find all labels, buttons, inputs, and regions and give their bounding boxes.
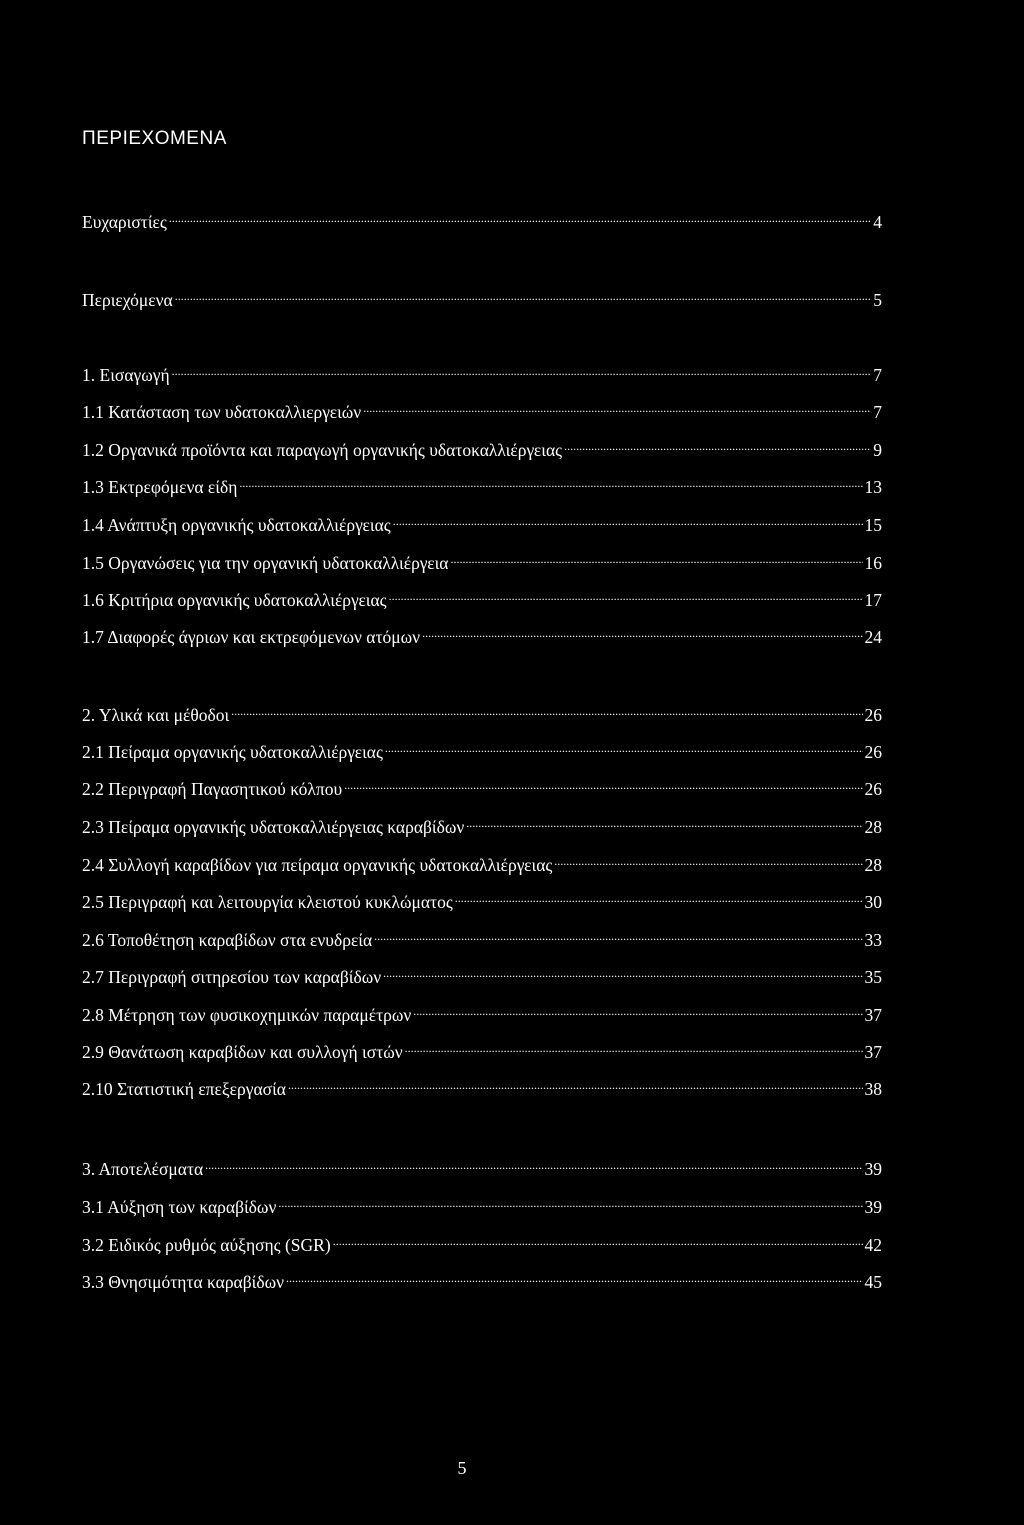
dot-leader [172, 357, 872, 381]
toc-entry-title: 2.1 Πείραμα οργανικής υδατοκαλλιέργειας [82, 742, 383, 762]
toc-entry-title: 2.9 Θανάτωση καραβίδων και συλλογή ιστών [82, 1042, 403, 1062]
toc-entry [82, 282, 882, 310]
toc-entry-page: 13 [864, 477, 882, 497]
toc-entry [82, 432, 882, 460]
toc-entry [82, 619, 882, 647]
toc-entry-page: 26 [864, 779, 882, 799]
toc-entry-title: 2.3 Πείραμα οργανικής υδατοκαλλιέργειας καραβίδων [82, 817, 465, 837]
dot-leader [239, 469, 862, 493]
toc-entry-page: 9 [873, 440, 882, 460]
toc-entry-title: 2.4 Συλλογή καραβίδων για πείραμα οργανικής υδατοκαλλιέργειας [82, 855, 553, 875]
dot-leader [363, 394, 871, 418]
toc-entry [82, 1264, 882, 1292]
toc-entry-title: 2. Υλικά και μέθοδοι [82, 705, 230, 725]
dot-leader [278, 1189, 862, 1213]
toc-entry-page: 16 [864, 553, 882, 573]
toc-entry-title: 3.3 Θνησιμότητα καραβίδων [82, 1272, 285, 1292]
toc-entry-page: 24 [864, 627, 882, 647]
toc-entry [82, 394, 882, 422]
toc-entry [82, 809, 882, 837]
dot-leader [288, 1071, 863, 1095]
toc-entry [82, 357, 882, 385]
toc-entry-title: 2.6 Τοποθέτηση καραβίδων στα ενυδρεία [82, 930, 373, 950]
toc-entry-title: 3.1 Αύξηση των καραβίδων [82, 1197, 277, 1217]
toc-entry [82, 545, 882, 573]
toc-entry-page: 7 [873, 365, 882, 385]
toc-entry-page: 37 [864, 1005, 882, 1025]
dot-leader [175, 282, 872, 306]
toc-entry-page: 17 [864, 590, 882, 610]
page-number: 5 [457, 1458, 467, 1478]
toc-entry-page: 42 [864, 1235, 882, 1255]
toc-entry [82, 697, 882, 725]
page-title: ΠΕΡΙΕΧΟΜΕΝΑ [82, 128, 227, 149]
toc-entry-title: 1.6 Κριτήρια οργανικής υδατοκαλλιέργειας [82, 590, 387, 610]
dot-leader [286, 1264, 862, 1288]
toc-entry [82, 1034, 882, 1062]
toc-entry-page: 26 [864, 742, 882, 762]
dot-leader [374, 922, 862, 946]
toc-entry-title: 2.7 Περιγραφή σιτηρεσίου των καραβίδων [82, 967, 382, 987]
dot-leader [422, 619, 862, 643]
toc-entry-title: 2.5 Περιγραφή και λειτουργία κλειστού κυκλώματος [82, 892, 453, 912]
toc-entry-page: 5 [873, 290, 882, 310]
dot-leader [383, 959, 862, 983]
toc-entry-page: 38 [864, 1079, 882, 1099]
toc-entry [82, 734, 882, 762]
dot-leader [455, 884, 863, 908]
toc-entry-page: 28 [864, 817, 882, 837]
dot-leader [393, 507, 863, 531]
toc-entry-title: 1.7 Διαφορές άγριων και εκτρεφόμενων ατόμων [82, 627, 421, 647]
toc-entry-page: 45 [864, 1272, 882, 1292]
toc-entry-page: 28 [864, 855, 882, 875]
dot-leader [169, 204, 871, 228]
dot-leader [413, 997, 862, 1021]
dot-leader [564, 432, 871, 456]
toc-entry-title: 1.5 Οργανώσεις για την οργανική υδατοκαλλιέργεια [82, 553, 449, 573]
dot-leader [205, 1151, 862, 1175]
toc-entry-page: 39 [864, 1197, 882, 1217]
toc-entry-page: 26 [864, 705, 882, 725]
toc-entry [82, 959, 882, 987]
toc-entry [82, 847, 882, 875]
toc-entry [82, 922, 882, 950]
toc-entry-title: 3. Αποτελέσματα [82, 1159, 204, 1179]
toc-entry-page: 35 [864, 967, 882, 987]
dot-leader [554, 847, 862, 871]
toc-entry-title: 1. Εισαγωγή [82, 365, 170, 385]
toc-entry-title: 1.1 Κατάσταση των υδατοκαλλιεργειών [82, 402, 362, 422]
toc-entry-page: 39 [864, 1159, 882, 1179]
dot-leader [450, 545, 862, 569]
toc-entry-title: Περιεχόμενα [82, 290, 173, 310]
toc-entry [82, 1151, 882, 1179]
toc-entry [82, 1227, 882, 1255]
toc-entry [82, 997, 882, 1025]
toc-entry-page: 7 [873, 402, 882, 422]
toc-entry [82, 1189, 882, 1217]
toc-entry-title: 1.3 Εκτρεφόμενα είδη [82, 477, 238, 497]
toc-entry [82, 469, 882, 497]
toc-entry-page: 33 [864, 930, 882, 950]
toc-entry [82, 204, 882, 232]
dot-leader [405, 1034, 863, 1058]
toc-entry [82, 1071, 882, 1099]
toc-entry-title: 1.2 Οργανικά προϊόντα και παραγωγή οργανικής υδατοκαλλιέργειας [82, 440, 563, 460]
toc-entry [82, 771, 882, 799]
toc-entry [82, 582, 882, 610]
toc-entry-title: 2.2 Περιγραφή Παγασητικού κόλπου [82, 779, 343, 799]
toc-entry-title: 2.8 Μέτρηση των φυσικοχημικών παραμέτρων [82, 1005, 412, 1025]
toc-entry [82, 884, 882, 912]
toc-entry-page: 4 [873, 212, 882, 232]
toc-entry-page: 30 [864, 892, 882, 912]
dot-leader [385, 734, 863, 758]
dot-leader [389, 582, 863, 606]
toc-entry [82, 507, 882, 535]
toc-entry-title: 2.10 Στατιστική επεξεργασία [82, 1079, 286, 1099]
dot-leader [333, 1227, 863, 1251]
dot-leader [344, 771, 862, 795]
toc-entry-page: 37 [864, 1042, 882, 1062]
dot-leader [466, 809, 862, 833]
dot-leader [231, 697, 862, 721]
toc-entry-title: 1.4 Ανάπτυξη οργανικής υδατοκαλλιέργειας [82, 515, 391, 535]
toc-entry-title: Ευχαριστίες [82, 212, 167, 232]
toc-entry-page: 15 [864, 515, 882, 535]
toc-entry-title: 3.2 Ειδικός ρυθμός αύξησης (SGR) [82, 1235, 331, 1255]
